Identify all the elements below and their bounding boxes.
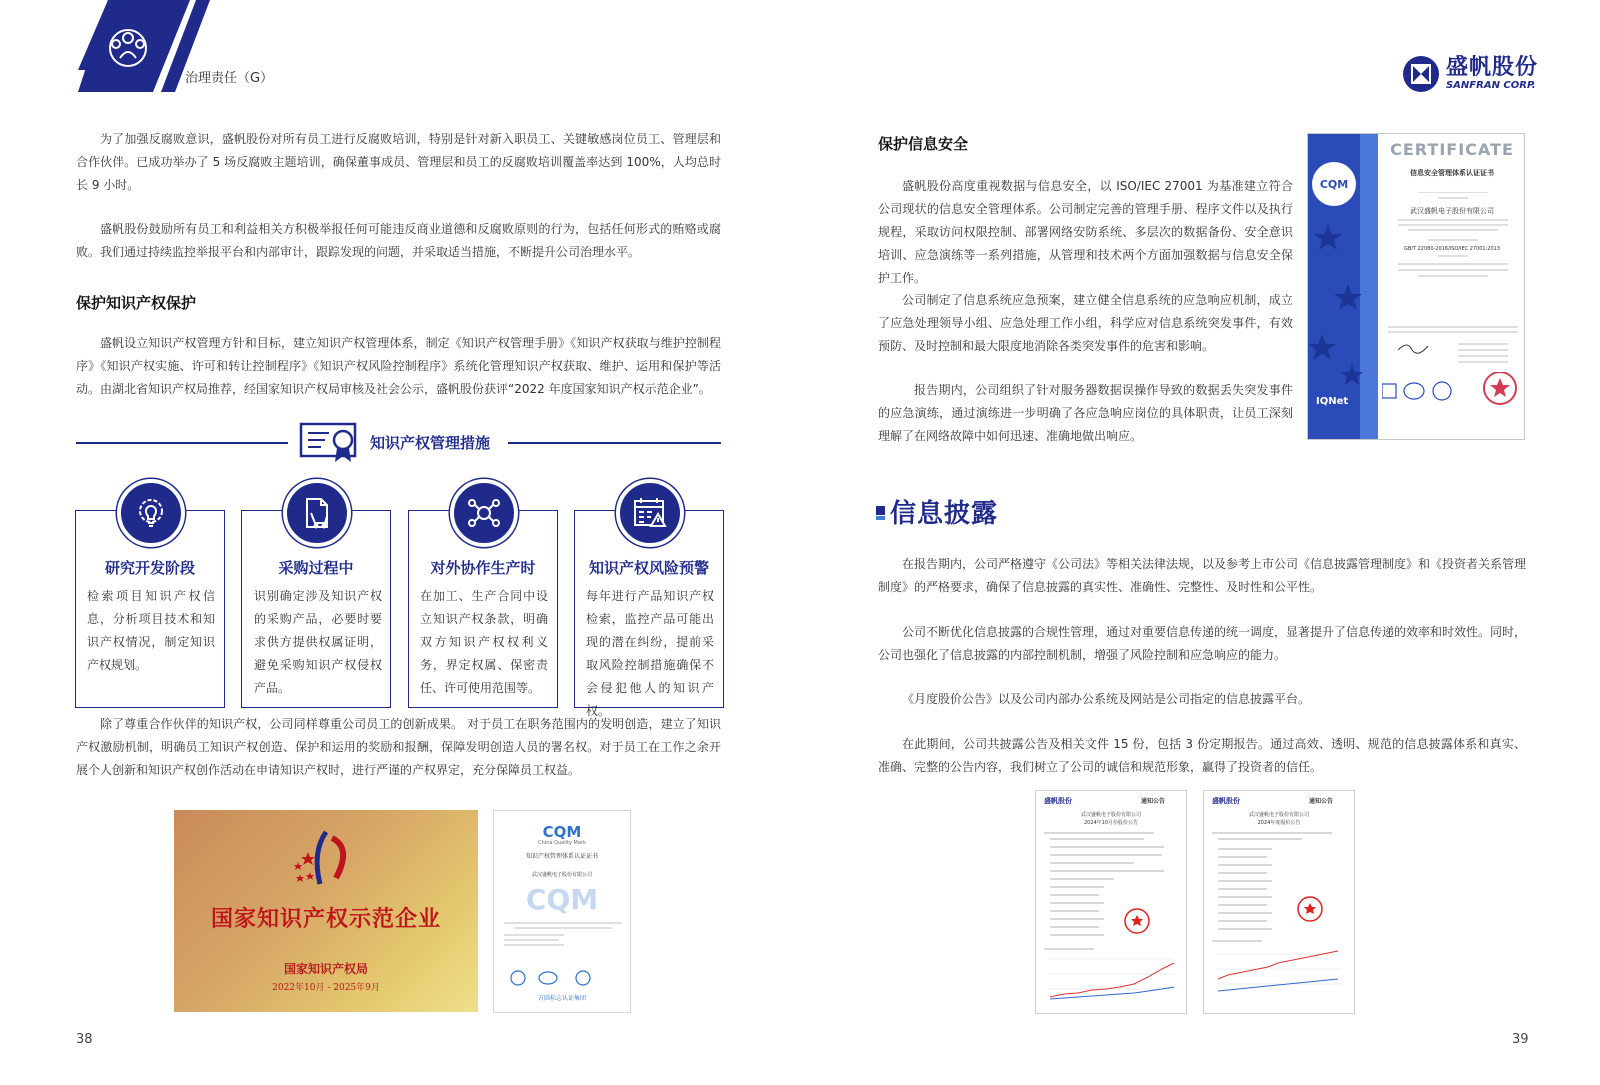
heading-marker-icon: [876, 506, 885, 515]
disclosure-management-paragraph: 公司不断优化信息披露的合规性管理，通过对重要信息传递的统一调度，显著提升了信息传递的效率和时效性。同时，公司也强化了信息披露的内部控制机制，增强了风险控制和应急响应的能力。: [878, 625, 1527, 662]
team-network-icon: [450, 479, 518, 547]
calendar-warning-icon: [616, 479, 684, 547]
card-title: 采购过程中: [278, 559, 354, 577]
section-corner-badge: [0, 0, 210, 100]
certificate-title: 知识产权管理体系认证证书: [525, 853, 598, 860]
employee-ip-paragraph: 除了尊重合作伙伴的知识产权，公司同样尊重公司员工的创新成果。 对于员工在职务范围内的发明创造，建立了知识产权激励机制，明确员工知识产权创造、保护和运用的奖励和报酬，保障发明创造人员的署名权。对于员工在工作之余开展个人创新和知识产权创作活动在申请知识产权时，进行严谨的产权界定，充分保障员工权益。: [76, 717, 721, 777]
monthly-stock-notice-document: [1035, 790, 1187, 1014]
page-number-left: 38: [76, 1032, 93, 1047]
card-body: 识别确定涉及知识产权的采购产品，必要时要求供方提供权属证明，避免采购知识产权侵权产品。: [254, 589, 382, 695]
accreditation-marks-icon: [1382, 372, 1522, 412]
cqm-logo: CQM: [542, 823, 582, 841]
whistleblowing-paragraph: 盛帆股份鼓励所有员工和利益相关方积极举报任何可能违反商业道德和反腐败原则的行为，包括任何形式的贿赂或腐败。我们通过持续监控举报平台和内部审计，跟踪发现的问题，并采取适当措施，不断提升公司治理水平。: [76, 222, 721, 259]
certificate-company: 武汉盛帆电子股份有限公司: [531, 872, 592, 878]
card-title: 知识产权风险预警: [588, 559, 709, 577]
page-number-right: 39: [1512, 1032, 1529, 1047]
ip-protection-heading: 保护知识产权保护: [76, 294, 197, 312]
document-cart-icon: [283, 479, 351, 547]
info-security-heading: 保护信息安全: [878, 135, 969, 153]
cqm-watermark: CQM: [525, 883, 599, 916]
banner-rule-right: [508, 442, 721, 444]
brand-logo: [1402, 55, 1538, 93]
disclosure-summary-paragraph: 在此期间，公司共披露公告及相关文件 15 份，包括 3 份定期报告。通过高效、透明、规范的信息披露体系和真实、准确、完整的公告内容，我们树立了公司的诚信和规范形象，赢得了投资者的信任。: [878, 737, 1526, 774]
info-security-paragraph: 盛帆股份高度重视数据与信息安全，以 ISO/IEC 27001 为基准建立符合公司现状的信息安全管理体系。公司制定完善的管理手册、程序文件以及执行规程，采取访问权限控制、部署网络安防系统、多层次的数据备份、安全意识培训、应急演练等一系列措施，从管理和技术两个方面加强数据与信息安全保护工作。: [878, 179, 1293, 285]
section-tag: 治理责任（G）: [185, 71, 274, 86]
card-title: 研究开发阶段: [104, 559, 195, 577]
notice-tag: 通知公告: [1141, 798, 1166, 805]
banner-title: 知识产权管理措施: [370, 434, 491, 452]
iqnet-logo: IQNet: [1316, 396, 1349, 407]
annual-stock-notice-document: [1203, 790, 1355, 1014]
info-security-certificate: [1307, 133, 1525, 440]
ip-management-paragraph: 盛帆设立知识产权管理方针和目标，建立知识产权管理体系，制定《知识产权管理手册》《知识产权获取与维护控制程序》《知识产权实施、许可和转让控制程序》《知识产权风险控制程序》系统化管理知识产权获取、维护、运用和保护等活动。由湖北省知识产权局推荐，经国家知识产权局审核及社会公示，盛帆股份获评“2022 年度国家知识产权示范企业”。: [76, 336, 721, 396]
certificate-standard: GB/T 22080-2016/ISO/IEC 27001:2013: [1403, 246, 1501, 252]
card-body: 在加工、生产合同中设立知识产权条款，明确双方知识产权权利义务，界定权属、保密责任、许可使用范围等。: [420, 589, 548, 695]
emergency-drill-paragraph: 报告期内，公司组织了针对服务器数据误操作导致的数据丢失突发事件的应急演练，通过演练进一步明确了各应急响应岗位的具体职责，让员工深刻理解了在网络故障中如何迅速、准确地做出响应。: [878, 383, 1293, 443]
brand-mark-icon: [1402, 55, 1440, 93]
certificate-subtitle: 信息安全管理体系认证证书: [1410, 169, 1494, 177]
notice-content: [1044, 829, 1180, 1009]
notice-content: [1212, 829, 1348, 1009]
award-issuer: 国家知识产权局: [283, 962, 368, 976]
certificate-heading: CERTIFICATE: [1390, 140, 1514, 159]
ip-management-certificate: [493, 810, 631, 1013]
card-body: 检索项目知识产权信息，分析项目技术和知识产权情况，制定知识产权规划。: [87, 589, 215, 672]
card-title: 对外协作生产时: [430, 559, 536, 577]
disclosure-platform-paragraph: 《月度股价公告》以及公司内部办公系统及网站是公司指定的信息披露平台。: [902, 692, 1311, 706]
disclosure-compliance-paragraph: 在报告期内，公司严格遵守《公司法》等相关法律法规，以及参考上市公司《信息披露管理制度》和《投资者关系管理制度》的严格要求，确保了信息披露的真实性、准确性、完整性、及时性和公平性。: [878, 557, 1527, 594]
certificate-issuer: 方圆标志认证集团: [537, 995, 586, 1002]
ip-demonstration-award-plaque: [174, 810, 478, 1012]
banner-rule-left: [76, 442, 288, 444]
certificate-company: 武汉盛帆电子股份有限公司: [1410, 207, 1494, 215]
award-emblem-icon: [286, 830, 366, 890]
heading-marker-accent: [876, 516, 885, 520]
award-title: 国家知识产权示范企业: [210, 906, 441, 932]
notice-tag: 通知公告: [1309, 798, 1334, 805]
accreditation-marks-icon: [508, 969, 618, 987]
notice-company: 武汉盛帆电子股份有限公司: [1248, 812, 1309, 818]
brand-name-cn: 盛帆股份: [1445, 55, 1538, 80]
notice-title: 2024年10月份股价公告: [1083, 820, 1139, 826]
notice-title: 2024年度股价公告: [1257, 820, 1301, 826]
notice-brand: 盛帆股份: [1212, 797, 1240, 805]
certificate-text-lines: [504, 883, 622, 953]
award-validity: 2022年10月 - 2025年9月: [272, 983, 380, 993]
cqm-logo-sub: China Quality Mark: [538, 840, 586, 846]
card-body: 每年进行产品知识产权检索，监控产品可能出现的潜在纠纷，提前采取风险控制措施确保不会侵犯他人的知识产权。: [586, 589, 714, 718]
info-disclosure-heading: 信息披露: [890, 499, 999, 529]
certificate-badge-icon: [299, 418, 361, 464]
gear-lightbulb-icon: [117, 479, 185, 547]
notice-brand: 盛帆股份: [1044, 797, 1072, 805]
brand-name-en: SANFRAN CORP.: [1445, 80, 1536, 91]
notice-company: 武汉盛帆电子股份有限公司: [1080, 812, 1141, 818]
emergency-plan-paragraph: 公司制定了信息系统应急预案，建立健全信息系统的应急响应机制，成立了应急处理领导小组、应急处理工作小组，科学应对信息系统突发事件，有效预防、及时控制和最大限度地消除各类突发事件的危害和影响。: [878, 293, 1293, 353]
anti-corruption-training-paragraph: 为了加强反腐败意识，盛帆股份对所有员工进行反腐败培训，特别是针对新入职员工、关键敏感岗位员工、管理层和合作伙伴。已成功举办了 5 场反腐败主题培训，确保董事成员、管理层和员工的反腐败培训覆盖率达到 100%，人均总时长 9 小时。: [76, 132, 721, 192]
cqm-seal: CQM: [1312, 162, 1356, 206]
